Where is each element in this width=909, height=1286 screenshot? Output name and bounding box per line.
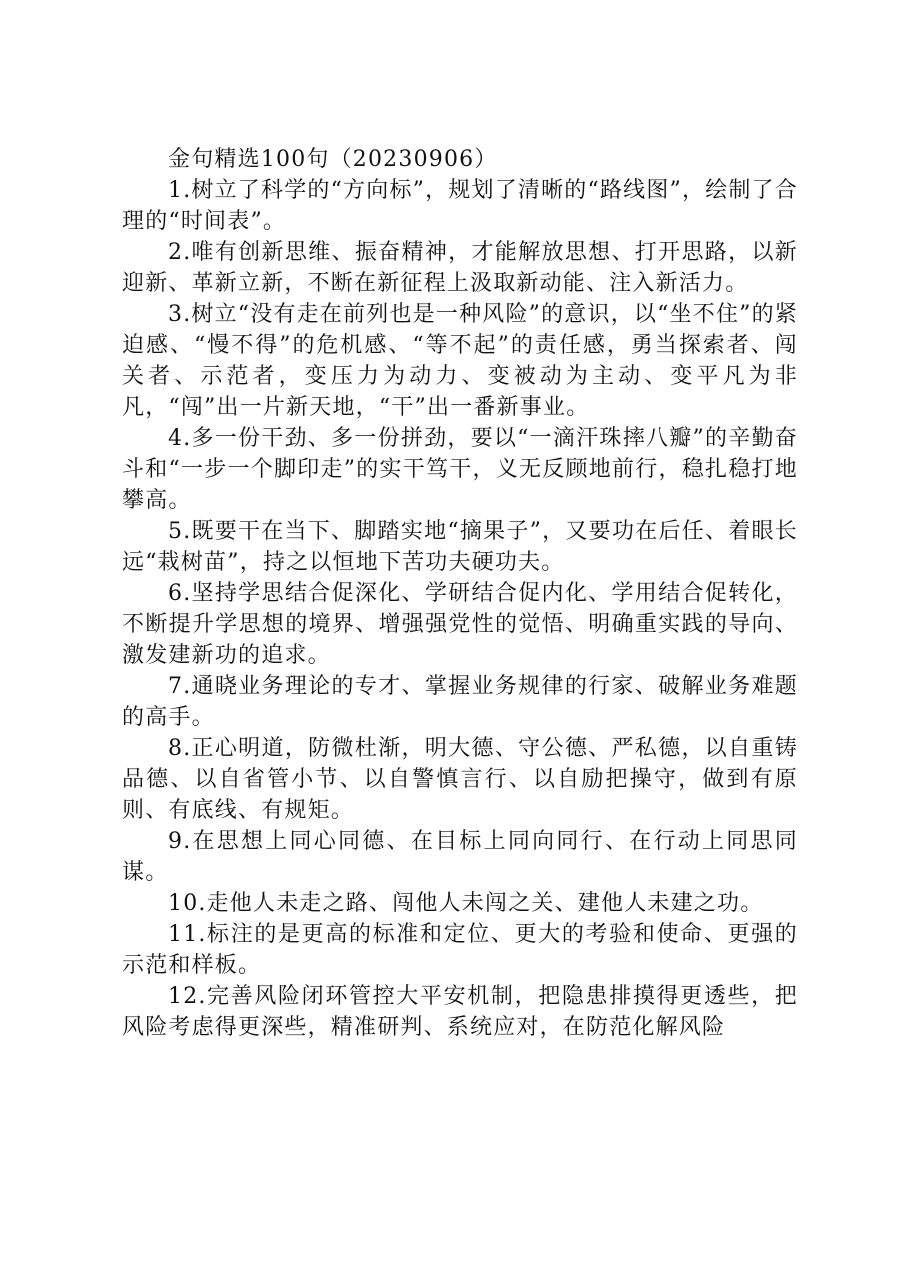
document-title: 金句精选100句（20230906）: [168, 147, 498, 172]
paragraph-6: 6.坚持学思结合促深化、学研结合促内化、学用结合促转化，不断提升学思想的境界、增强强党性的觉悟、明确重实践的导向、激发建新功的追求。: [122, 581, 798, 668]
paragraph-7: 7.通晓业务理论的专才、掌握业务规律的行家、破解业务难题的高手。: [122, 674, 798, 730]
paragraph-1: 1.树立了科学的“方向标”，规划了清晰的“路线图”，绘制了合理的“时间表”。: [122, 178, 798, 234]
paragraph-11: 11.标注的是更高的标准和定位、更大的考验和使命、更强的示范和样板。: [122, 922, 798, 978]
paragraph-10: 10.走他人未走之路、闯他人未闯之关、建他人未建之功。: [168, 891, 764, 916]
paragraph-12: 12.完善风险闭环管控大平安机制，把隐患排摸得更透些，把风险考虑得更深些，精准研判、系统应对，在防范化解风险: [122, 984, 798, 1040]
paragraph-4: 4.多一份干劲、多一份拼劲，要以“一滴汗珠摔八瓣”的辛勤奋斗和“一步一个脚印走”的实干笃干，义无反顾地前行，稳扎稳打地攀高。: [122, 426, 798, 513]
paragraph-5: 5.既要干在当下、脚踏实地“摘果子”，又要功在后任、着眼长远“栽树苗”，持之以恒地下苦功夫硬功夫。: [122, 519, 798, 575]
paragraph-2: 2.唯有创新思维、振奋精神，才能解放思想、打开思路，以新迎新、革新立新，不断在新征程上汲取新动能、注入新活力。: [122, 240, 798, 296]
document-body: [122, 144, 798, 1043]
paragraph-3: 3.树立“没有走在前列也是一种风险”的意识，以“坐不住”的紧迫感、“慢不得”的危机感、“等不起”的责任感，勇当探索者、闯关者、示范者，变压力为动力、变被动为主动、变平凡为非凡，“闯”出一片新天地，“干”出一番新事业。: [122, 302, 798, 420]
paragraph-8: 8.正心明道，防微杜渐，明大德、守公德、严私德，以自重铸品德、以自省管小节、以自警慎言行、以自励把操守，做到有原则、有底线、有规矩。: [122, 736, 798, 823]
paragraph-9: 9.在思想上同心同德、在目标上同向同行、在行动上同思同谋。: [122, 829, 798, 885]
